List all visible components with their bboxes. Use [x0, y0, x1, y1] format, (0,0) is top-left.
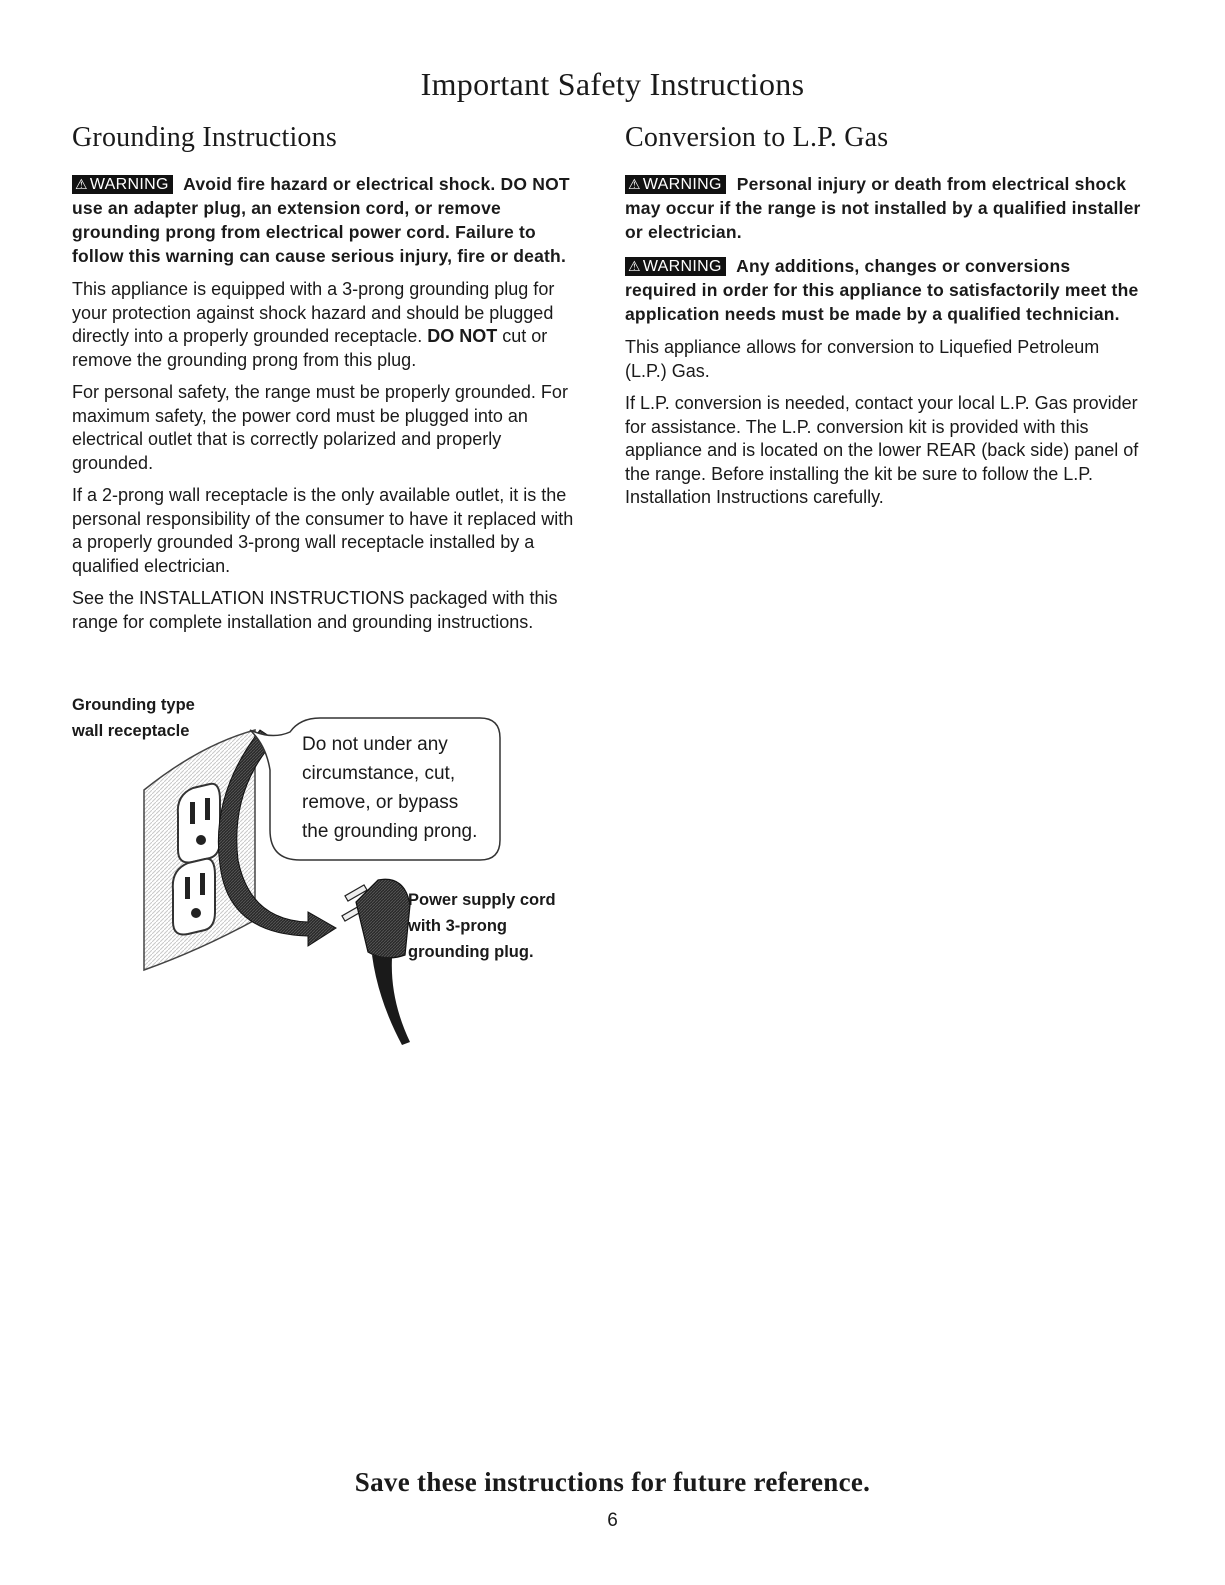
- grounding-warning: [72, 172, 582, 268]
- grounding-p1-text-end: cut or remove the grounding prong from this plug.: [72, 326, 548, 370]
- page-title: Important Safety Instructions: [420, 66, 805, 102]
- lp-warning-1-text: Personal injury or death from electrical shock may occur if the range is not installed by a qualified installer or electrician.: [625, 174, 1141, 242]
- warning-badge: [625, 257, 726, 276]
- warning-badge: [72, 175, 173, 194]
- lp-conversion-section: [625, 122, 1145, 519]
- grounding-warning-text: Avoid fire hazard or electrical shock. DO NOT use an adapter plug, an extension cord, or remove grounding prong from electrical power cord. Failure to follow this warning can cause serious injury, fire or death.: [72, 174, 570, 266]
- grounding-section: [72, 122, 582, 643]
- callout-line-3: remove, or bypass: [302, 792, 459, 813]
- grounding-heading: Grounding Instructions: [72, 122, 337, 153]
- lp-paragraph-2: If L.P. conversion is needed, contact your local L.P. Gas provider for assistance. The L.P. conversion kit is provided with this appliance and is located on the lower REAR (back side) panel of the range. Before installing the kit be sure to follow the L.P. Installation Instructions carefully.: [625, 393, 1139, 507]
- lp-warning-1: [625, 172, 1145, 244]
- grounding-p1-emphasis: DO NOT: [427, 326, 498, 346]
- callout-text: [302, 730, 477, 846]
- power-cord-label: [408, 887, 556, 965]
- warning-badge-label: WARNING: [642, 176, 722, 193]
- lp-warning-2: [625, 254, 1145, 326]
- receptacle-label-line-1: Grounding type: [72, 696, 195, 714]
- receptacle-label: [72, 692, 195, 744]
- warning-badge-label: WARNING: [642, 258, 722, 275]
- warning-triangle-icon: ⚠: [628, 258, 641, 274]
- warning-badge-label: WARNING: [89, 176, 169, 193]
- grounding-paragraph-1: [72, 278, 582, 372]
- lp-warning-2-text: Any additions, changes or conversions required in order for this appliance to satisfactorily meet the application needs must be made by a qualified technician.: [625, 256, 1139, 324]
- grounding-paragraph-3: If a 2-prong wall receptacle is the only available outlet, it is the personal responsibility of the consumer to have it replaced with a properly grounded 3-prong wall receptacle installed by a qualified electrician.: [72, 485, 574, 576]
- warning-triangle-icon: ⚠: [628, 176, 641, 192]
- lp-conversion-heading: Conversion to L.P. Gas: [625, 122, 889, 153]
- power-plug: [342, 879, 410, 1045]
- lp-paragraph-1: This appliance allows for conversion to Liquefied Petroleum (L.P.) Gas.: [625, 337, 1100, 381]
- receptacle-label-line-2: wall receptacle: [72, 722, 190, 740]
- grounding-paragraph-4: See the INSTALLATION INSTRUCTIONS packaged with this range for complete installation and grounding instructions.: [72, 588, 558, 632]
- callout-line-2: circumstance, cut,: [302, 763, 456, 784]
- warning-triangle-icon: ⚠: [75, 176, 88, 192]
- grounding-p1-text: This appliance is equipped with a 3-prong grounding plug for your protection against shock hazard and should be plugged directly into a properly grounded receptacle.: [72, 279, 555, 346]
- footer-note: Save these instructions for future reference.: [354, 1467, 871, 1497]
- grounding-illustration: [60, 690, 620, 1060]
- callout-line-1: Do not under any: [302, 734, 448, 755]
- page-number: 6: [607, 1510, 618, 1531]
- cord-label-line-2: with 3-prong: [408, 917, 507, 935]
- cord-label-line-3: grounding plug.: [408, 943, 534, 961]
- callout-line-4: the grounding prong.: [302, 821, 478, 842]
- cord-label-line-1: Power supply cord: [408, 891, 556, 909]
- grounding-paragraph-2: For personal safety, the range must be properly grounded. For maximum safety, the power cord must be plugged into an electrical outlet that is correctly polarized and properly grounded.: [72, 382, 568, 473]
- warning-badge: [625, 175, 726, 194]
